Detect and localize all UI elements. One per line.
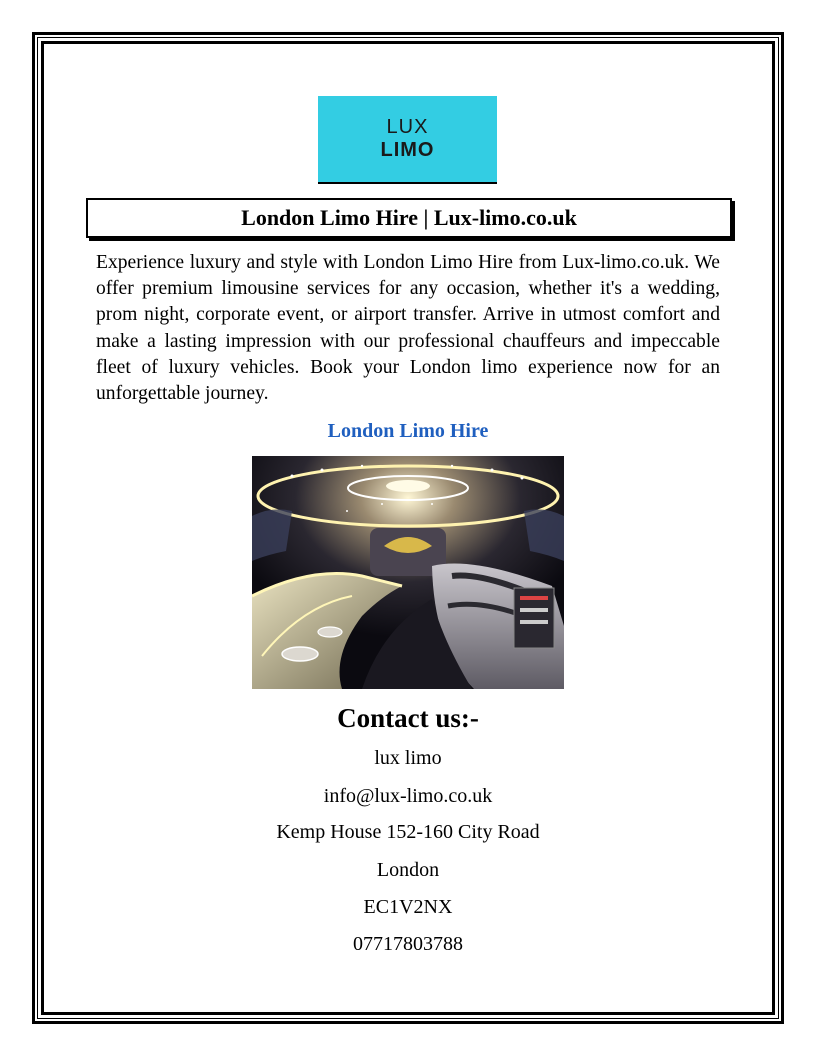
contact-postcode: EC1V2NX: [363, 896, 453, 918]
contact-name: lux limo: [374, 747, 442, 769]
lux-limo-logo: [318, 96, 497, 184]
contact-email[interactable]: info@lux-limo.co.uk: [323, 785, 493, 807]
description-paragraph: Experience luxury and style with London Limo Hire from Lux-limo.co.uk. We offer premium limousine services for any occasion, whether it's a wedding, prom night, corporate event, or airport transfer. Arrive in utmost comfort and make a lasting impression with our professional chauffeurs and impeccable fleet of luxury vehicles. Book your London limo experience now for an unforgettable journey.: [96, 252, 720, 405]
contact-phone[interactable]: 07717803788: [353, 933, 463, 955]
logo-line-lux: LUX: [386, 116, 429, 138]
contact-heading: Contact us:-: [337, 703, 479, 733]
london-limo-hire-link[interactable]: London Limo Hire: [327, 420, 489, 442]
contact-city: London: [376, 859, 440, 881]
limo-interior-photo: [252, 456, 564, 689]
page-title: London Limo Hire | Lux-limo.co.uk: [86, 198, 732, 238]
logo-line-limo: LIMO: [380, 139, 435, 161]
contact-address: Kemp House 152-160 City Road: [276, 821, 540, 843]
